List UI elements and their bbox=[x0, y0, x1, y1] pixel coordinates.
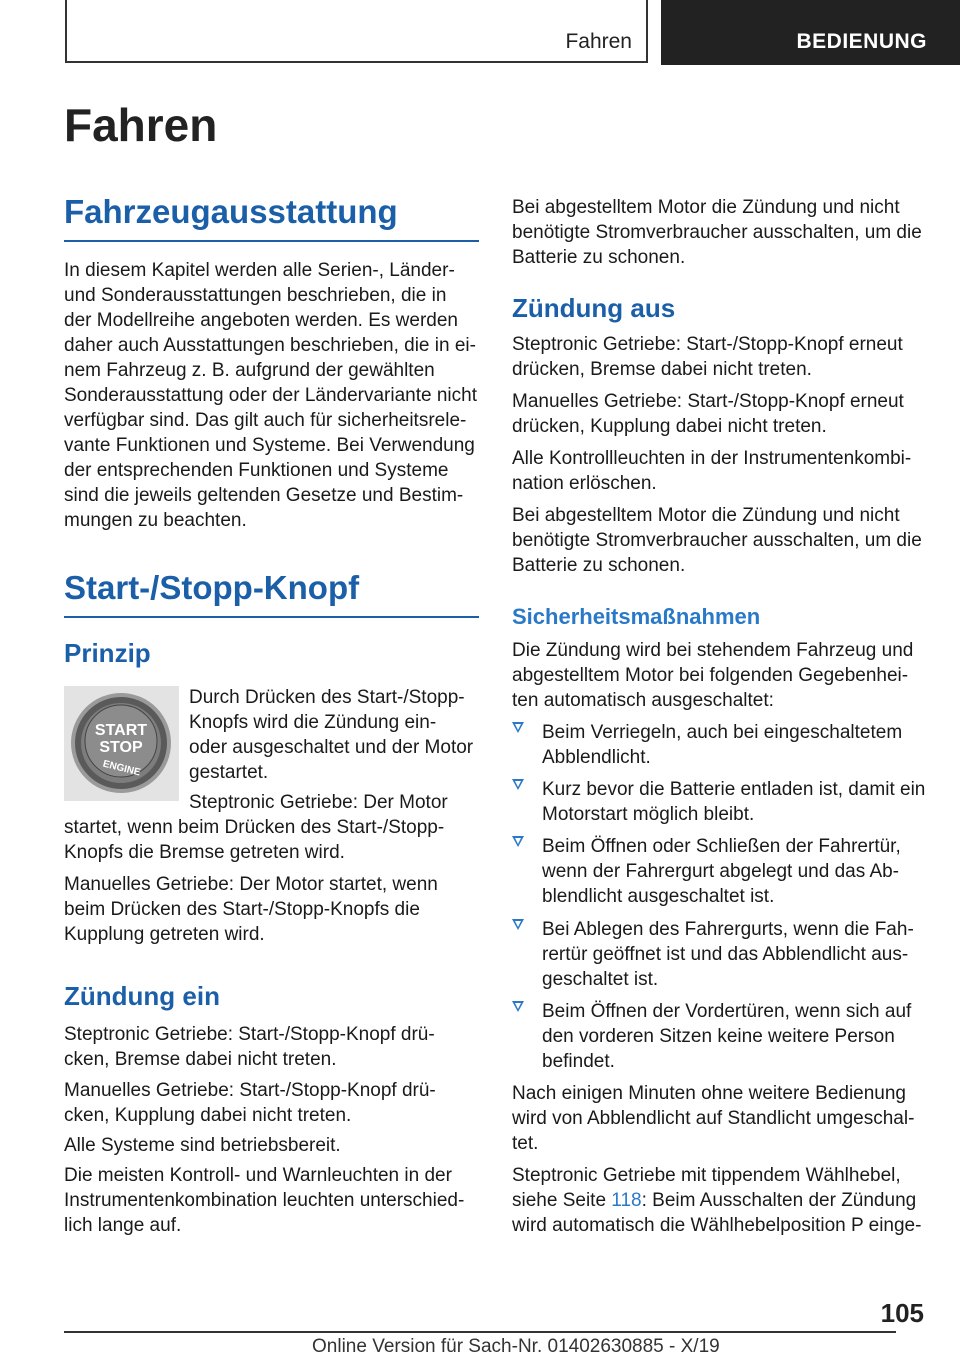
page-title: Fahren bbox=[64, 99, 218, 151]
button-text-start: START bbox=[94, 722, 148, 739]
triangle-bullet-icon bbox=[512, 779, 524, 790]
header-chapter-label: BEDIENUNG bbox=[796, 30, 927, 53]
paragraph-steptronic-start: Steptronic Getriebe: Der Motor startet, wenn beim Drücken des Start-/Stopp-Knopfs die Bremse getreten wird. bbox=[64, 792, 448, 863]
paragraph-ein-manuell: Manuelles Getriebe: Start-/Stopp-Knopf drü-cken, Kupplung dabei nicht treten. bbox=[64, 1080, 436, 1126]
paragraph-fahrzeugausstattung: In diesem Kapitel werden alle Serien-, Länder- und Sonderausstattungen beschrieben, die in der Modellreihe angeboten werden. Es werden daher auch Ausstattungen beschrieben, die in ei-nem Fahrzeug z. B. aufgrund der gewählten Sonderausstattung oder der Ländervariante nicht verfügbar sind. Das gilt auch für sicherheitsrele-vante Funktionen und Systeme. Bei Verwendung der entsprechenden Funktionen und Systeme sind die jeweils geltenden Gesetze und Bestim-mungen zu beachten. bbox=[64, 260, 477, 531]
header-chapter-tab bbox=[661, 0, 960, 65]
start-stop-button-image bbox=[64, 686, 179, 801]
triangle-bullet-icon bbox=[512, 1001, 524, 1012]
triangle-bullet-icon bbox=[512, 722, 524, 733]
list-item: Bei Ablegen des Fahrergurts, wenn die Fah-rertür geöffnet ist und das Abblendlicht aus-geschaltet ist. bbox=[542, 917, 927, 992]
paragraph-minuten: Nach einigen Minuten ohne weitere Bedienung wird von Abblendlicht auf Standlicht umgeschal-tet. bbox=[512, 1083, 915, 1154]
triangle-bullet-icon bbox=[512, 919, 524, 930]
paragraph-steptronic-waehlhebel: Steptronic Getriebe mit tippendem Wählhebel, siehe Seite 118: Beim Ausschalten der Zündung wird automatisch die Wählhebelposition P einge- bbox=[512, 1165, 922, 1236]
header-section-tab bbox=[65, 0, 648, 63]
list-item: Kurz bevor die Batterie entladen ist, damit ein Motorstart möglich bleibt. bbox=[542, 777, 927, 827]
button-text-stop: STOP bbox=[99, 739, 143, 756]
paragraph-abgestellt-1: Bei abgestelltem Motor die Zündung und nicht benötigte Stromverbraucher ausschalten, um die Batterie zu schonen. bbox=[512, 197, 922, 268]
paragraph-ein-steptronic: Steptronic Getriebe: Start-/Stopp-Knopf drü-cken, Bremse dabei nicht treten. bbox=[64, 1024, 435, 1070]
page-link-118[interactable]: 118 bbox=[611, 1190, 642, 1211]
paragraph-prinzip: Durch Drücken des Start-/Stopp-Knopfs wird die Zündung ein- oder ausgeschaltet und der Motor gestartet. bbox=[189, 687, 474, 783]
heading-prinzip: Prinzip bbox=[64, 638, 151, 668]
paragraph-abgestellt-2: Bei abgestelltem Motor die Zündung und nicht benötigte Stromverbraucher ausschalten, um die Batterie zu schonen. bbox=[512, 505, 922, 576]
footer-divider bbox=[64, 1331, 896, 1333]
paragraph-sicherheit: Die Zündung wird bei stehendem Fahrzeug und abgestelltem Motor bei folgenden Gegebenhei-ten automatisch ausgeschaltet: bbox=[512, 640, 914, 711]
page-number: 105 bbox=[880, 1298, 924, 1328]
header-section-label: Fahren bbox=[565, 30, 632, 53]
heading-zuendung-aus: Zündung aus bbox=[512, 293, 676, 323]
paragraph-ein-kontroll: Die meisten Kontroll- und Warnleuchten in der Instrumentenkombination leuchten unterschied-lich lange auf. bbox=[64, 1165, 465, 1236]
paragraph-aus-kontroll: Alle Kontrollleuchten in der Instrumentenkombi-nation erlöschen. bbox=[512, 448, 912, 494]
button-text-engine: ENGINE bbox=[101, 758, 142, 779]
footer-online-version: Online Version für Sach-Nr. 01402630885 - X/19 bbox=[312, 1336, 720, 1357]
list-item: Beim Verriegeln, auch bei eingeschaltetem Abblendlicht. bbox=[542, 720, 927, 770]
list-item: Beim Öffnen oder Schließen der Fahrertür, wenn der Fahrergurt abgelegt und das Ab-blendlicht ausgeschaltet ist. bbox=[542, 834, 927, 909]
paragraph-ein-systeme: Alle Systeme sind betriebsbereit. bbox=[64, 1135, 341, 1156]
heading-fahrzeugausstattung: Fahrzeugausstattung bbox=[64, 193, 479, 242]
heading-sicherheitsmassnahmen: Sicherheitsmaßnahmen bbox=[512, 604, 761, 629]
paragraph-aus-manuell: Manuelles Getriebe: Start-/Stopp-Knopf erneut drücken, Kupplung dabei nicht treten. bbox=[512, 391, 904, 437]
triangle-bullet-icon bbox=[512, 836, 524, 847]
heading-zuendung-ein: Zündung ein bbox=[64, 981, 220, 1011]
start-stop-engine-icon bbox=[64, 686, 179, 801]
paragraph-aus-steptronic: Steptronic Getriebe: Start-/Stopp-Knopf erneut drücken, Bremse dabei nicht treten. bbox=[512, 334, 903, 380]
list-item: Beim Öffnen der Vordertüren, wenn sich auf den vorderen Sitzen keine weitere Person befindet. bbox=[542, 999, 927, 1074]
paragraph-manuell-start: Manuelles Getriebe: Der Motor startet, wenn beim Drücken des Start-/Stopp-Knopfs die Kupplung getreten wird. bbox=[64, 874, 438, 945]
heading-start-stopp-knopf: Start-/Stopp-Knopf bbox=[64, 569, 479, 618]
